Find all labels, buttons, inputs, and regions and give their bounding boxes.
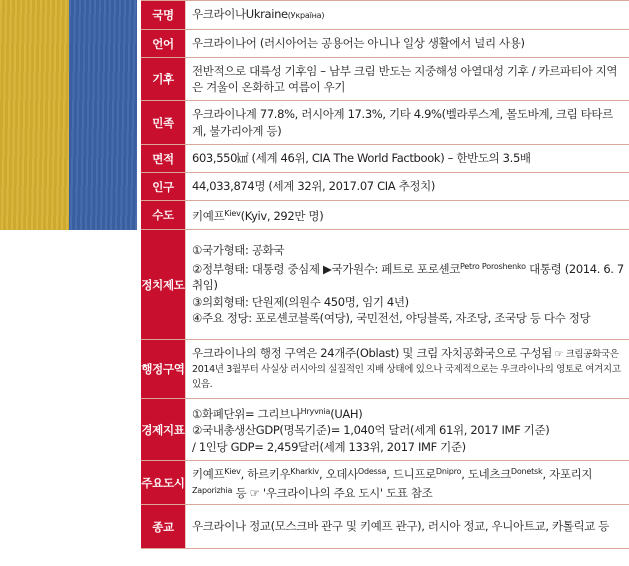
politics-head-latin: Petro Poroshenko [459, 261, 526, 271]
economy-currency [192, 404, 624, 423]
value-area: 603,550㎢ (세계 46위, CIA The World Factbook) – 한반도의 3.5배 [192, 151, 531, 166]
label-admin: 행정구역 [141, 340, 186, 398]
label-politics: 정치제도 [141, 230, 186, 339]
row-politics [141, 230, 629, 340]
label-religion: 종교 [141, 505, 186, 548]
politics-government-text: ②정부형태: 대통령 중심제 ▶국가원수: 페트로 포로셴코 [192, 261, 460, 276]
politics-head-detail: 대통령 (2014. 6. 7 취임) [192, 261, 624, 293]
economy-currency-text: ①화폐단위= 그리브나 [192, 406, 301, 421]
value-religion: 우크라이나 정교(모스크바 관구 및 키예프 관구), 러시아 정교, 우니아트교, 카톨릭교 등 [192, 519, 610, 534]
row-climate [141, 58, 629, 101]
country-info-table [141, 0, 629, 566]
capital-latin: Kiev [224, 208, 241, 218]
economy-gdp: ②국내총생산GDP(명목기준)= 1,040억 달러(세계 61위, 2017 IMF 기준) [192, 423, 550, 438]
city-donetsk-latin: Donetsk [510, 467, 543, 476]
city-odessa: , 오데사 [318, 467, 358, 481]
politics-parties: ④주요 정당: 포로셴코블록(여당), 국민전선, 야딩블록, 자조당, 조국당 등 다수 정당 [192, 311, 591, 326]
label-capital: 수도 [141, 201, 186, 229]
value-population: 44,033,874명 (세계 32위, 2017.07 CIA 추정치) [192, 179, 436, 194]
capital-detail: (Kyiv, 292만 명) [240, 208, 324, 223]
city-dnipro: , 드니프로 [386, 467, 436, 481]
value-language: 우크라이나어 (러시아어는 공용어는 아니나 일상 생활에서 널리 사용) [192, 36, 525, 51]
city-kyiv-latin: Kiev [224, 467, 241, 476]
row-language [141, 30, 629, 58]
city-dnipro-latin: Dnipro [435, 467, 462, 476]
flag-yellow-stripe [0, 0, 69, 230]
city-zaporizhia: , 자포리지 [542, 467, 593, 481]
label-population: 인구 [141, 173, 186, 200]
politics-state-form: ①국가형태: 공화국 [192, 243, 285, 258]
value-name [186, 1, 629, 29]
value-economy [186, 399, 629, 460]
value-politics [186, 230, 629, 339]
economy-currency-code: (UAH) [330, 406, 363, 421]
value-capital [186, 201, 629, 229]
politics-government-form [192, 259, 624, 294]
row-name [141, 1, 629, 30]
city-donetsk: , 도네츠크 [461, 467, 511, 481]
label-climate: 기후 [141, 58, 186, 100]
row-religion [141, 505, 629, 549]
label-name: 국명 [141, 1, 186, 29]
label-language: 언어 [141, 30, 186, 57]
row-ethnic [141, 101, 629, 145]
label-ethnic: 민족 [141, 101, 186, 144]
row-admin [141, 340, 629, 399]
label-cities: 주요도시 [141, 461, 186, 504]
value-ethnic: 우크라이나계 77.8%, 러시아계 17.3%, 기타 4.9%(벨라루스계, 몰도바계, 크림 타타르계, 불가리아계 등) [192, 107, 613, 138]
city-kyiv: 키예프 [192, 467, 225, 481]
flag-blue-stripe [69, 0, 138, 230]
value-admin [186, 340, 629, 398]
city-kharkiv: , 하르키우 [240, 467, 291, 481]
label-economy: 경제지표 [141, 399, 186, 460]
admin-note: ☞ 크림공화국은 2014년 3월부터 사실상 러시아의 실질적인 지배 상태에 있으나 국제적으로는 우크라이나의 영토로 여겨지고 있음. [192, 349, 621, 390]
value-cities [186, 461, 629, 504]
capital-name: 키예프 [192, 208, 225, 223]
city-kharkiv-latin: Kharkiv [290, 467, 319, 476]
economy-currency-latin: Hryvnia [300, 406, 331, 416]
city-odessa-latin: Odessa [357, 467, 387, 476]
city-zaporizhia-latin: Zaporizhia [192, 485, 233, 495]
ukraine-flag [0, 0, 137, 230]
row-economy [141, 399, 629, 461]
value-climate: 전반적으로 대륙성 기후임 – 남부 크림 반도는 지중해성 아열대성 기후 / 카르파티아 지역은 겨울이 온화하고 여름이 우기 [192, 63, 618, 94]
row-cities [141, 461, 629, 505]
economy-gdp-per-capita: / 1인당 GDP= 2,459달러(세계 133위, 2017 IMF 기준) [192, 439, 466, 454]
country-name-native: (Україна) [287, 10, 325, 20]
admin-main-text: 우크라이나의 행정 구역은 24개주(Oblast) 및 크림 자치공화국으로 구성됨 [192, 346, 553, 360]
cities-note: 등 ☞ '우크라이나의 주요 도시' 도표 참조 [232, 485, 433, 500]
row-area [141, 145, 629, 173]
politics-parliament: ③의회형태: 단원제(의원수 450명, 임기 4년) [192, 294, 409, 309]
row-population [141, 173, 629, 201]
country-name: 우크라이나Ukraine [192, 6, 288, 21]
row-capital [141, 201, 629, 230]
label-area: 면적 [141, 145, 186, 172]
